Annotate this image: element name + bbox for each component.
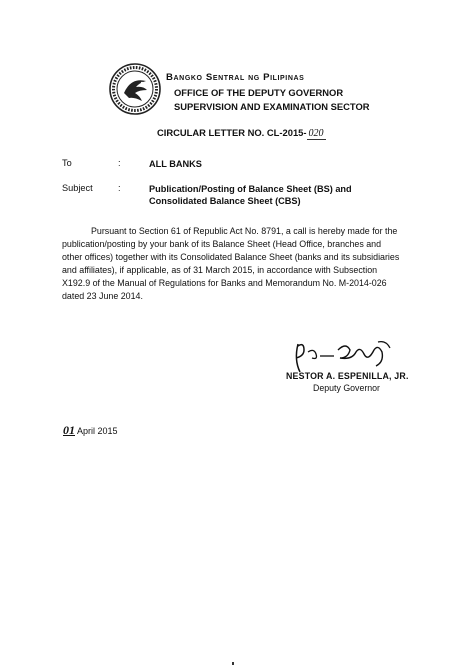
circular-prefix: CIRCULAR LETTER NO. CL-2015-: [157, 127, 307, 138]
body-line: dated 23 June 2014.: [62, 291, 143, 301]
body-line: publication/posting by your bank of its Balance Sheet (Head Office, branches and: [62, 239, 382, 249]
date-day: 01: [63, 423, 75, 437]
page-mark: [232, 662, 234, 665]
date-month-year: April 2015: [77, 426, 118, 436]
to-colon: :: [118, 158, 121, 168]
body-paragraph: [62, 225, 412, 303]
institution-name-text: Bangko Sentral ng Pilipinas: [166, 72, 305, 83]
office-name: OFFICE OF THE DEPUTY GOVERNOR: [174, 87, 344, 98]
circular-number: [157, 127, 326, 139]
to-value: ALL BANKS: [149, 159, 202, 169]
body-line: other offices) together with its Consolidated Balance Sheet (banks and its subsidiaries: [62, 252, 400, 262]
signatory-title: Deputy Governor: [313, 383, 380, 393]
body-line: and affiliates), if applicable, as of 31 March 2015, in accordance with Subsection: [62, 265, 378, 275]
institution-name: [166, 72, 304, 83]
body-line: Pursuant to Section 61 of Republic Act No. 8791, a call is hereby made for the: [91, 226, 398, 236]
body-line: X192.9 of the Manual of Regulations for Banks and Memorandum No. M-2014-026: [62, 278, 387, 288]
document-date: [63, 423, 118, 438]
circular-number-value: 020: [308, 128, 324, 139]
sector-name: SUPERVISION AND EXAMINATION SECTOR: [174, 101, 370, 112]
subject-value: Publication/Posting of Balance Sheet (BS) and Consolidated Balance Sheet (CBS): [149, 184, 352, 206]
signatory-name: NESTOR A. ESPENILLA, JR.: [286, 371, 409, 381]
subject-label: Subject: [62, 183, 93, 193]
bsp-seal-icon: [109, 63, 161, 115]
subject-colon: :: [118, 183, 121, 193]
to-label: To: [62, 158, 72, 168]
